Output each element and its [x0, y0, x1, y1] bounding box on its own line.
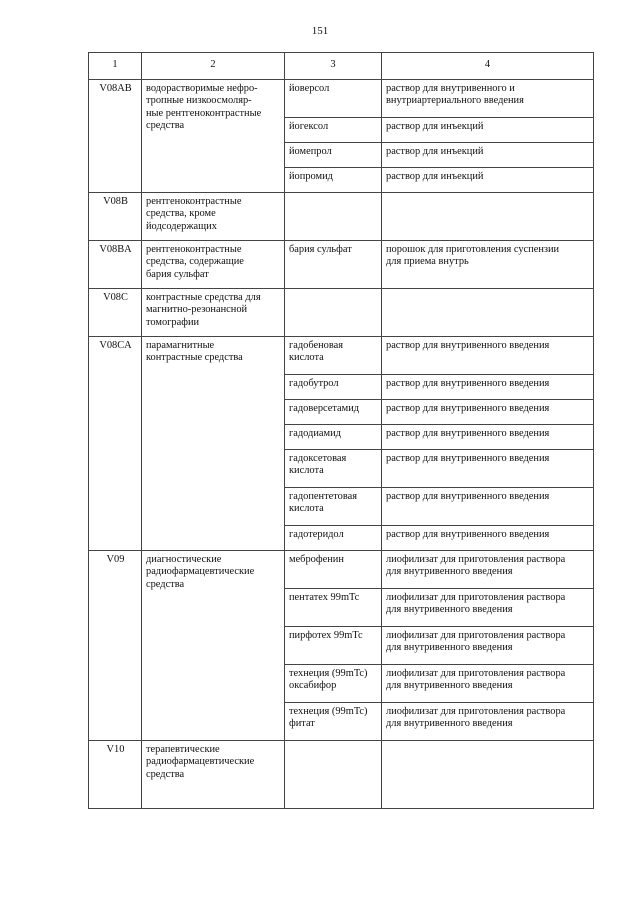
dosage-form-cell: раствор для внутривенного введения: [382, 375, 594, 400]
dosage-form-cell: раствор для внутривенного введения: [382, 450, 594, 488]
dosage-form-cell: лиофилизат для приготовления раствора для внутривенного введения: [382, 665, 594, 703]
pharmacological-group-cell: контрастные средства для магнитно-резонансной томографии: [142, 289, 285, 337]
substance-cell: [285, 193, 382, 241]
substance-cell: йопромид: [285, 168, 382, 193]
table-row: [89, 193, 594, 241]
substance-cell: технеция (99mTc) оксабифор: [285, 665, 382, 703]
substance-cell: гадопентетовая кислота: [285, 488, 382, 526]
substance-cell: гадобутрол: [285, 375, 382, 400]
table-row: [89, 80, 594, 118]
drug-classification-table: [88, 52, 594, 809]
substance-cell: йогексол: [285, 118, 382, 143]
substance-cell: гадоксетовая кислота: [285, 450, 382, 488]
substance-cell: пентатех 99mTc: [285, 589, 382, 627]
dosage-form-cell: раствор для внутривенного введения: [382, 488, 594, 526]
atc-code-cell: V08B: [89, 193, 142, 241]
table-header-row: [89, 53, 594, 80]
table-row: [89, 337, 594, 375]
pharmacological-group-cell: водорастворимые нефро- тропные низкоосмоляр- ные рентгеноконтрастные средства: [142, 80, 285, 193]
pharmacological-group-cell: рентгеноконтрастные средства, содержащие бария сульфат: [142, 241, 285, 289]
table-row: [89, 551, 594, 589]
table-row: [89, 241, 594, 289]
pharmacological-group-cell: диагностические радиофармацевтические средства: [142, 551, 285, 741]
dosage-form-cell: лиофилизат для приготовления раствора для внутривенного введения: [382, 589, 594, 627]
column-header-substance: 3: [285, 53, 382, 80]
pharmacological-group-cell: терапевтические радиофармацевтические средства: [142, 741, 285, 809]
dosage-form-cell: раствор для инъекций: [382, 143, 594, 168]
atc-code-cell: V08AB: [89, 80, 142, 193]
column-header-group: 2: [142, 53, 285, 80]
substance-cell: [285, 741, 382, 809]
substance-cell: гадобеновая кислота: [285, 337, 382, 375]
dosage-form-cell: [382, 289, 594, 337]
table-row: [89, 741, 594, 809]
dosage-form-cell: [382, 741, 594, 809]
atc-code-cell: V08BA: [89, 241, 142, 289]
substance-cell: пирфотех 99mTc: [285, 627, 382, 665]
substance-cell: бария сульфат: [285, 241, 382, 289]
dosage-form-cell: лиофилизат для приготовления раствора для внутривенного введения: [382, 703, 594, 741]
pharmacological-group-cell: парамагнитные контрастные средства: [142, 337, 285, 551]
substance-cell: меброфенин: [285, 551, 382, 589]
substance-cell: йоверсол: [285, 80, 382, 118]
substance-cell: [285, 289, 382, 337]
dosage-form-cell: раствор для внутривенного введения: [382, 400, 594, 425]
dosage-form-cell: раствор для инъекций: [382, 118, 594, 143]
atc-code-cell: V09: [89, 551, 142, 741]
atc-code-cell: V08CA: [89, 337, 142, 551]
column-header-form: 4: [382, 53, 594, 80]
dosage-form-cell: раствор для внутривенного введения: [382, 526, 594, 551]
dosage-form-cell: раствор для инъекций: [382, 168, 594, 193]
substance-cell: гадоверсетамид: [285, 400, 382, 425]
atc-code-cell: V10: [89, 741, 142, 809]
dosage-form-cell: лиофилизат для приготовления раствора для внутривенного введения: [382, 551, 594, 589]
dosage-form-cell: порошок для приготовления суспензии для приема внутрь: [382, 241, 594, 289]
column-header-code: 1: [89, 53, 142, 80]
substance-cell: технеция (99mTc) фитат: [285, 703, 382, 741]
dosage-form-cell: раствор для внутривенного введения: [382, 425, 594, 450]
table-row: [89, 289, 594, 337]
substance-cell: гадотеридол: [285, 526, 382, 551]
dosage-form-cell: раствор для внутривенного и внутриартериального введения: [382, 80, 594, 118]
substance-cell: йомепрол: [285, 143, 382, 168]
dosage-form-cell: [382, 193, 594, 241]
dosage-form-cell: лиофилизат для приготовления раствора для внутривенного введения: [382, 627, 594, 665]
dosage-form-cell: раствор для внутривенного введения: [382, 337, 594, 375]
pharmacological-group-cell: рентгеноконтрастные средства, кроме йодсодержащих: [142, 193, 285, 241]
atc-code-cell: V08C: [89, 289, 142, 337]
substance-cell: гадодиамид: [285, 425, 382, 450]
page-number: 151: [311, 25, 329, 37]
